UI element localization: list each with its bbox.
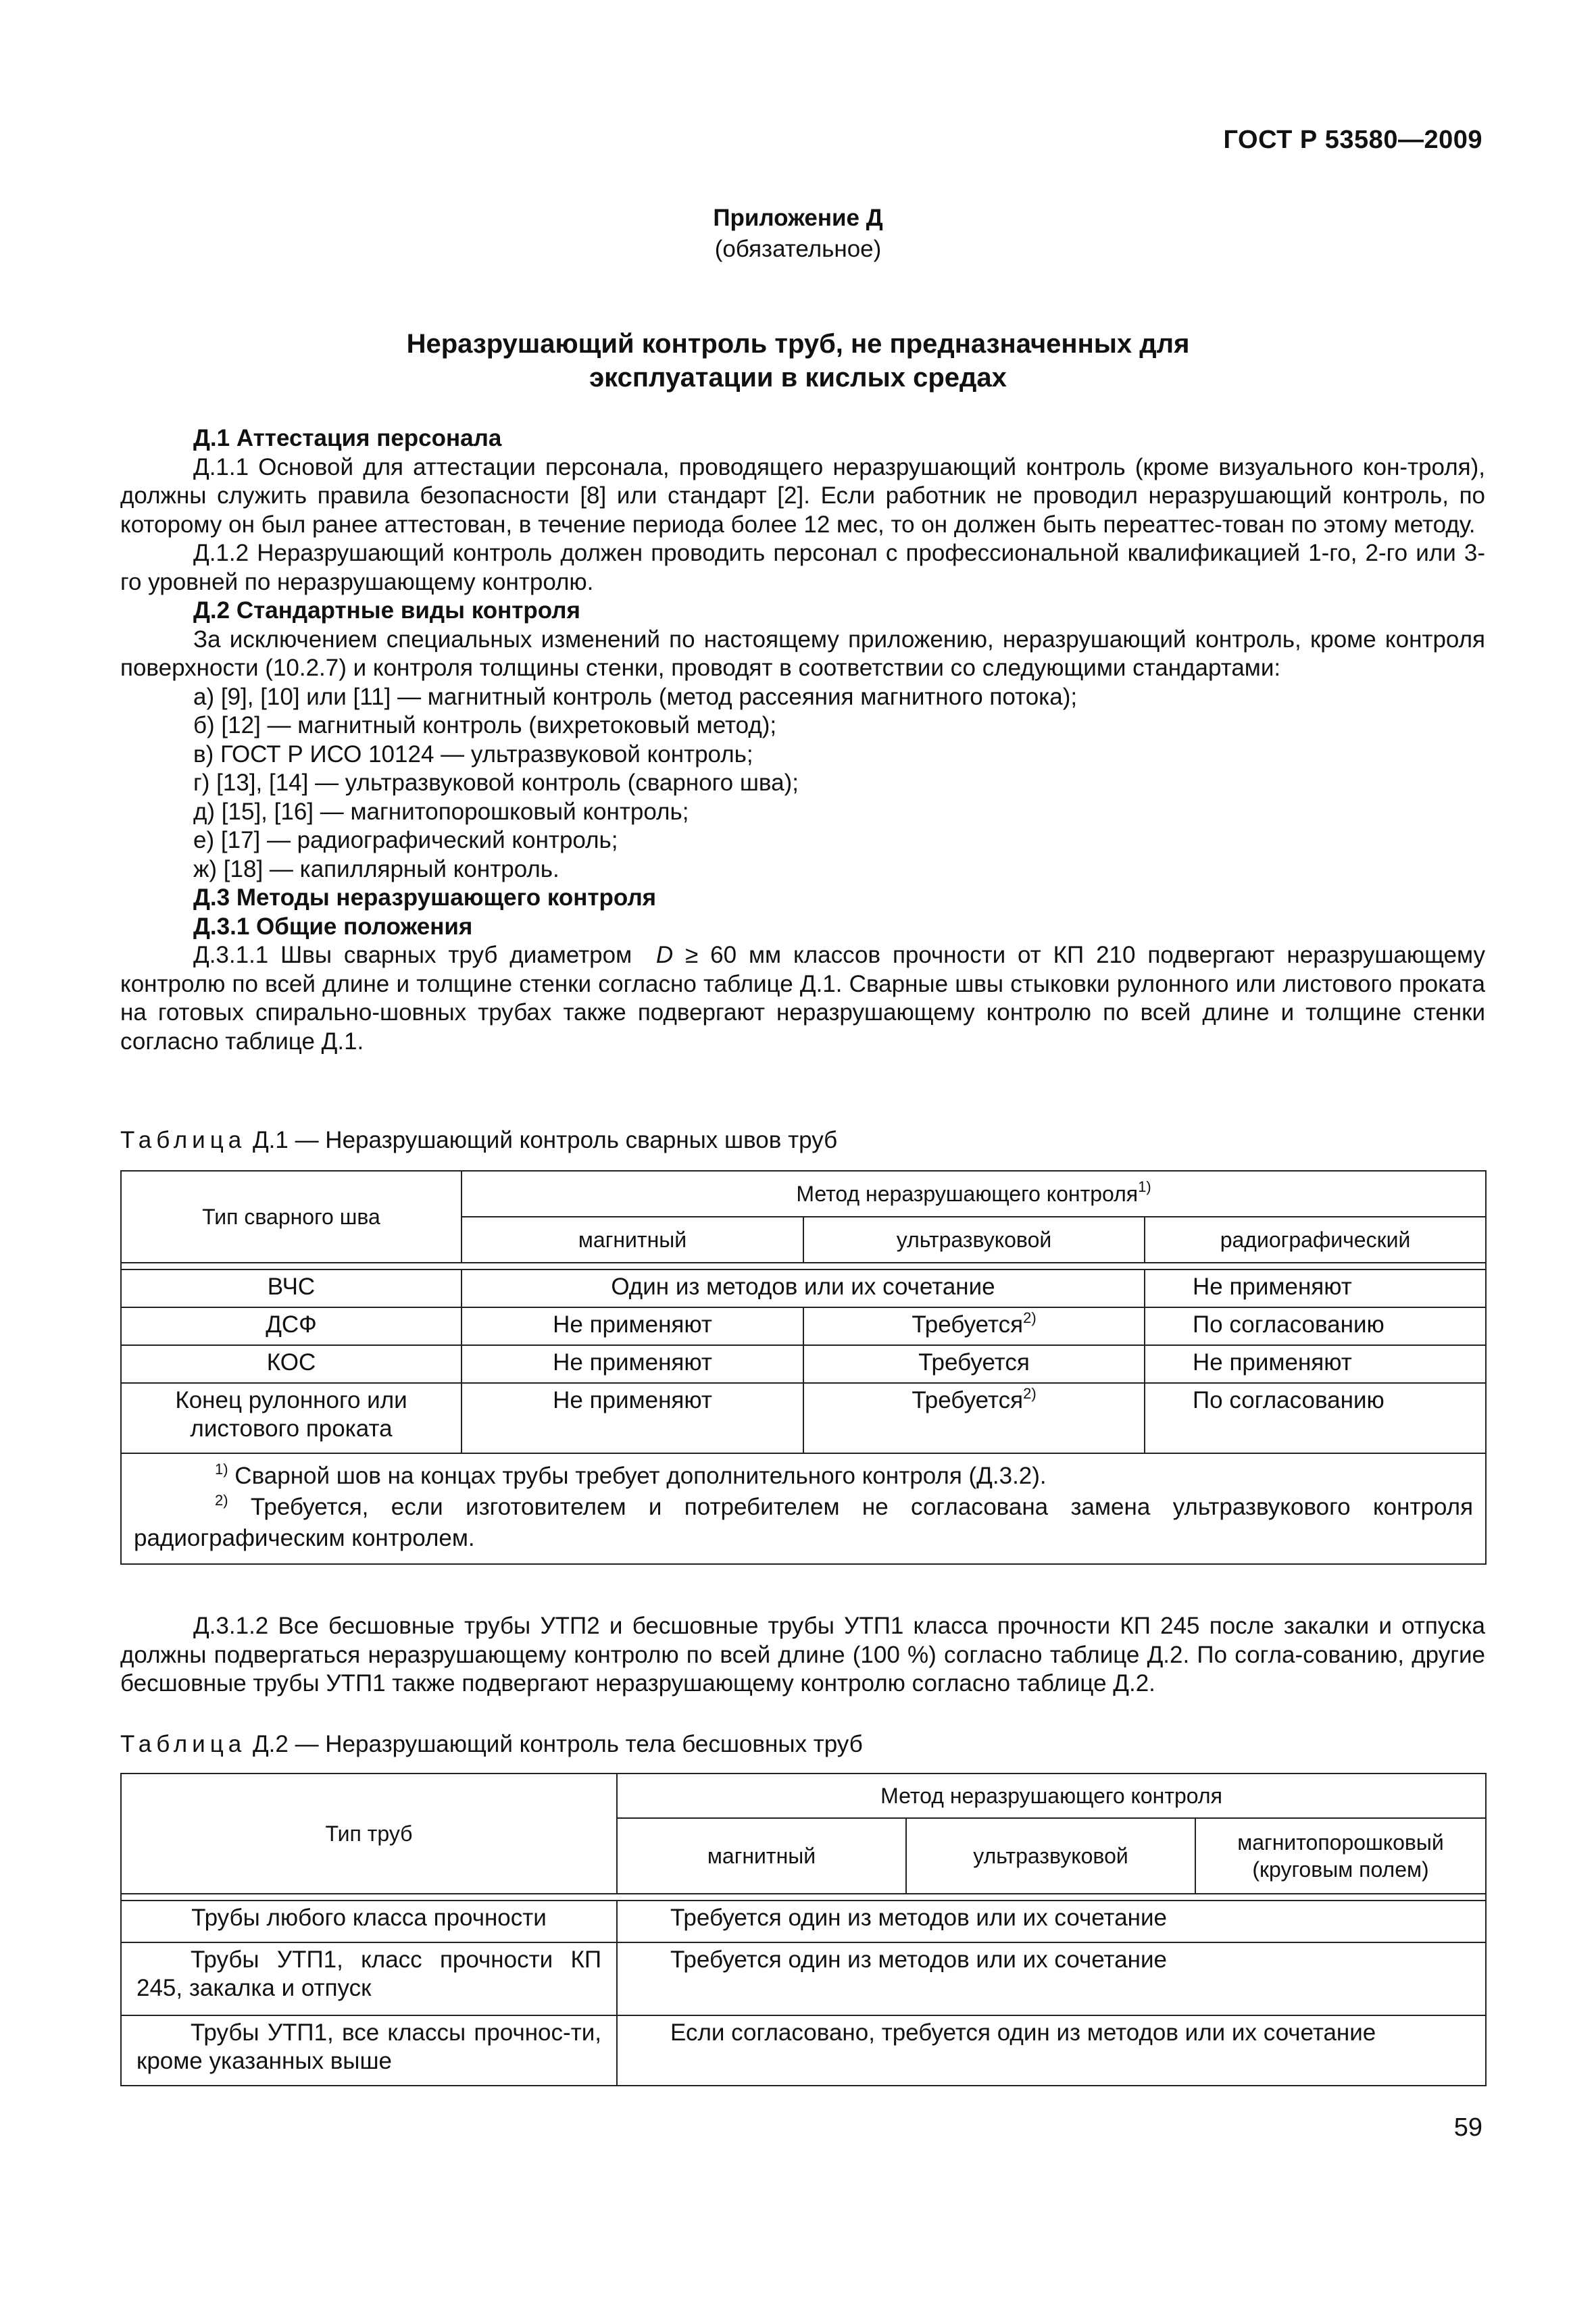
annex-label: Приложение Д [713,205,883,231]
table2-subheader-magnetic: магнитный [617,1818,906,1894]
list-item: е) [17] — радиографический контроль; [193,827,618,853]
table1 [120,1170,1487,1565]
table2-header-method: Метод неразрушающего контроля [617,1774,1486,1818]
paragraph-d11: Д.1.1 Основой для аттестации персонала, проводящего неразрушающий контроль (кроме визуального кон-троля), должны служить правила безопасности [8] или стандарт [2]. Если работник не проводил неразрушающий контроль, по которому он был ранее аттестован, в течение периода более 12 мес, то он должен быть переаттес-тован по этому методу. [120,453,1485,538]
annex-status: (обязательное) [714,236,882,262]
table1-header-method: Метод неразрушающего контроля$^{1)}$ [462,1171,1486,1217]
table1-caption-text: Д.1 — Неразрушающий контроль сварных швов труб [246,1127,838,1153]
body-text-2 [120,1612,1485,1699]
table2-caption [120,1731,863,1758]
table-cell: Трубы УТП1, класс прочности КП 245, закалка и отпуск [121,1942,617,2015]
table-cell: Не применяют [462,1383,803,1453]
table-cell: Один из методов или их сочетание [462,1269,1145,1307]
table2-subheader-magnetic-particle: магнитопорошковый (круговым полем) [1195,1818,1486,1894]
section-heading-d3: Д.3 Методы неразрушающего контроля [193,884,657,911]
list-item: д) [15], [16] — магнитопорошковый контроль; [193,798,689,825]
section-heading-d2: Д.2 Стандартные виды контроля [193,597,580,624]
table-cell: По согласованию [1145,1383,1486,1453]
annex-title [0,327,1596,395]
paragraph-d311-rest: ≥ 60 мм классов прочности от КП 210 подвергают неразрушающему контролю по всей длине и толщине стенки согласно таблице Д.1. Сварные швы стыковки рулонного или листового проката на готовых спирально-шовных трубах также подвергают неразрушающему контролю по всей длине и толщине стенки согласно таблице Д.1. [120,942,1486,1055]
annex-title-line-2: эксплуатации в кислых средах [589,363,1007,393]
table-header-separator [121,1894,1486,1901]
table2-subheader-ultrasonic: ультразвуковой [906,1818,1195,1894]
list-item: б) [12] — магнитный контроль (вихретоковый метод); [193,712,777,738]
annex-title-line-1: Неразрушающий контроль труб, не предназначенных для [406,329,1190,359]
table-cell: По согласованию [1145,1307,1486,1345]
table1-note-1: $^{1)}$ Сварной шов на концах трубы требует дополнительного контроля (Д.3.2). [215,1461,1047,1489]
list-item: ж) [18] — капиллярный контроль. [193,855,559,882]
table2-header-type: Тип труб [121,1774,617,1894]
table-cell: Не применяют [1145,1345,1486,1383]
table1-subheader-magnetic: магнитный [462,1217,803,1263]
table-cell: Требуется [803,1345,1145,1383]
list-item: в) ГОСТ Р ИСО 10124 — ультразвуковой контроль; [193,740,753,768]
table-cell: ДСФ [121,1307,462,1345]
list-item: а) [9], [10] или [11] — магнитный контроль (метод рассеяния магнитного потока); [193,683,1078,710]
math-variable-d: D [655,942,674,968]
table-cell: Требуется один из методов или их сочетание [617,1901,1486,1942]
table-cell: Конец рулонного или листового проката [121,1383,462,1453]
table1-notes [121,1453,1486,1564]
section-heading-d1: Д.1 Аттестация персонала [193,425,502,451]
table1-notes-row [121,1453,1486,1564]
table-row [121,1901,1486,1942]
table1-caption-word: Таблица [120,1127,247,1153]
section-heading-d31: Д.3.1 Общие положения [193,913,473,940]
table-cell: Трубы УТП1, все классы прочнос-ти, кроме указанных выше [121,2015,617,2086]
paragraph-d12: Д.1.2 Неразрушающий контроль должен проводить персонал с профессиональной квалификацией 1-го, 2-го или 3-го уровней по неразрушающему контролю. [120,540,1485,595]
table-row [121,1345,1486,1383]
body-text [120,424,1485,1056]
table-cell: Трубы любого класса прочности [121,1901,617,1942]
table1-note-2: $^{2)}$ Требуется, если изготовителем и потребителем не согласована замена ультразвукового контроля радиографическим контролем. [134,1492,1474,1551]
table-row [121,1269,1486,1307]
paragraph-d312: Д.3.1.2 Все бесшовные трубы УТП2 и бесшовные трубы УТП1 класса прочности КП 245 после закалки и отпуска должны подвергаться неразрушающему контролю по всей длине (100 %) согласно таблице Д.2. По согла-сованию, другие бесшовные трубы УТП1 также подвергают неразрушающему контролю согласно таблице Д.2. [120,1613,1485,1696]
table-header-separator [121,1263,1486,1269]
table2 [120,1773,1487,2086]
table-row [121,2015,1486,2086]
page-number: 59 [1453,2113,1482,2142]
table-cell: Требуется один из методов или их сочетание [617,1942,1486,2015]
paragraph-d311-start: Д.3.1.1 Швы сварных труб диаметром [193,942,632,968]
table-cell: КОС [121,1345,462,1383]
table-cell: ВЧС [121,1269,462,1307]
list-item: г) [13], [14] — ультразвуковой контроль (сварного шва); [193,770,799,796]
table-cell: Не применяют [462,1345,803,1383]
table2-caption-word: Таблица [120,1731,247,1757]
table-row [121,1383,1486,1453]
table-cell: Требуется$^{2)}$ [803,1307,1145,1345]
paragraph-d2-intro: За исключением специальных изменений по настоящему приложению, неразрушающий контроль, кроме контроля поверхности (10.2.7) и контроля толщины стенки, проводят в соответствии со следующими стандартами: [120,626,1485,681]
paragraph-d311 [120,941,1485,1056]
table-cell: Не применяют [1145,1269,1486,1307]
table-cell: Если согласовано, требуется один из методов или их сочетание [617,2015,1486,2086]
table1-subheader-radiographic: радиографический [1145,1217,1486,1263]
table2-caption-text: Д.2 — Неразрушающий контроль тела бесшовных труб [246,1731,863,1757]
table1-header-type: Тип сварного шва [121,1171,462,1263]
standard-code-header: ГОСТ Р 53580—2009 [1223,126,1482,154]
table1-subheader-ultrasonic: ультразвуковой [803,1217,1145,1263]
table-cell: Требуется$^{2)}$ [803,1383,1145,1453]
table1-caption [120,1127,837,1154]
table-row [121,1307,1486,1345]
table-row [121,1942,1486,2015]
table-cell: Не применяют [462,1307,803,1345]
